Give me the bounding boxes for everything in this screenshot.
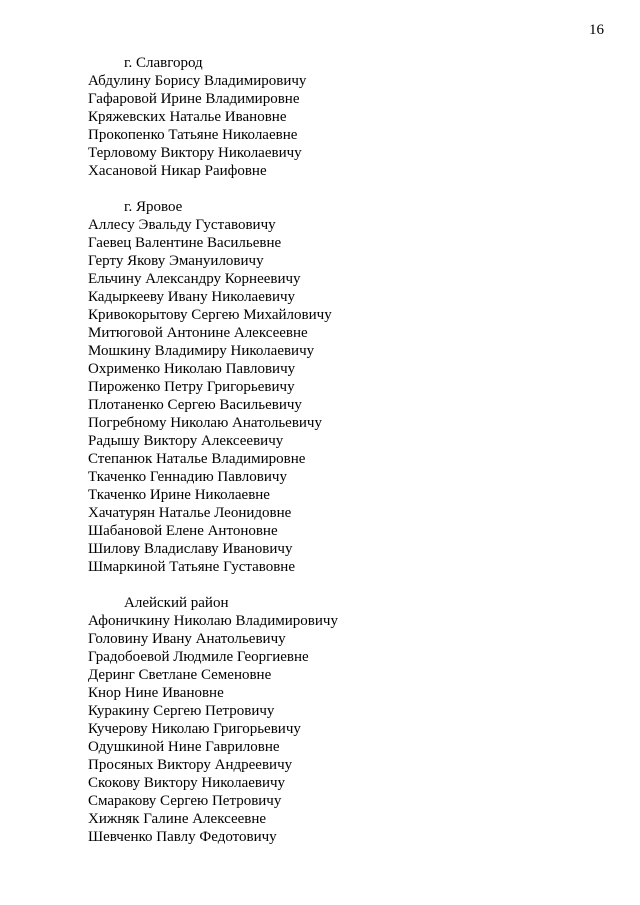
list-item: Градобоевой Людмиле Георгиевне — [88, 649, 309, 665]
name-list — [88, 72, 608, 180]
list-item: Одушкиной Нине Гавриловне — [88, 739, 280, 755]
list-item: Деринг Светлане Семеновне — [88, 667, 272, 683]
section-heading: г. Яровое — [124, 199, 183, 215]
list-item: Ткаченко Геннадию Павловичу — [88, 469, 287, 485]
name-list — [88, 612, 608, 846]
list-item: Кнор Нине Ивановне — [88, 685, 224, 701]
list-item: Радышу Виктору Алексеевичу — [88, 433, 284, 449]
document-body — [88, 54, 608, 846]
list-item: Просяных Виктору Андреевичу — [88, 757, 293, 773]
list-item: Афоничкину Николаю Владимировичу — [88, 613, 338, 629]
list-item: Шабановой Елене Антоновне — [88, 523, 278, 539]
page-number: 16 — [589, 22, 604, 38]
list-item: Мошкину Владимиру Николаевичу — [88, 343, 315, 359]
list-item: Хижняк Галине Алексеевне — [88, 811, 267, 827]
list-item: Шевченко Павлу Федотовичу — [88, 829, 277, 845]
list-item: Плотаненко Сергею Васильевичу — [88, 397, 302, 413]
list-item: Аллесу Эвальду Густавовичу — [88, 217, 276, 233]
list-item: Скокову Виктору Николаевичу — [88, 775, 286, 791]
section-slavgorod — [88, 54, 608, 180]
list-item: Ткаченко Ирине Николаевне — [88, 487, 270, 503]
list-item: Ельчину Александру Корнеевичу — [88, 271, 301, 287]
list-item: Хачатурян Наталье Леонидовне — [88, 505, 292, 521]
name-list — [88, 216, 608, 576]
list-item: Абдулину Борису Владимировичу — [88, 73, 307, 89]
list-item: Охрименко Николаю Павловичу — [88, 361, 296, 377]
section-heading: г. Славгород — [124, 55, 203, 71]
list-item: Пироженко Петру Григорьевичу — [88, 379, 295, 395]
list-item: Погребному Николаю Анатольевичу — [88, 415, 322, 431]
list-item: Степанюк Наталье Владимировне — [88, 451, 306, 467]
section-aleysky-district — [88, 594, 608, 846]
list-item: Прокопенко Татьяне Николаевне — [88, 127, 298, 143]
list-item: Гафаровой Ирине Владимировне — [88, 91, 300, 107]
list-item: Кадыркееву Ивану Николаевичу — [88, 289, 296, 305]
list-item: Гаевец Валентине Васильевне — [88, 235, 282, 251]
list-item: Кучерову Николаю Григорьевичу — [88, 721, 301, 737]
section-heading: Алейский район — [124, 595, 229, 611]
list-item: Кряжевских Наталье Ивановне — [88, 109, 287, 125]
list-item: Хасановой Никар Раифовне — [88, 163, 267, 179]
list-item: Герту Якову Эмануиловичу — [88, 253, 264, 269]
list-item: Головину Ивану Анатольевичу — [88, 631, 286, 647]
list-item: Митюговой Антонине Алексеевне — [88, 325, 308, 341]
list-item: Шилову Владиславу Ивановичу — [88, 541, 293, 557]
section-yarovoe — [88, 198, 608, 576]
list-item: Смаракову Сергею Петровичу — [88, 793, 282, 809]
list-item: Шмаркиной Татьяне Густавовне — [88, 559, 295, 575]
list-item: Кривокорытову Сергею Михайловичу — [88, 307, 332, 323]
list-item: Куракину Сергею Петровичу — [88, 703, 275, 719]
list-item: Терловому Виктору Николаевичу — [88, 145, 302, 161]
